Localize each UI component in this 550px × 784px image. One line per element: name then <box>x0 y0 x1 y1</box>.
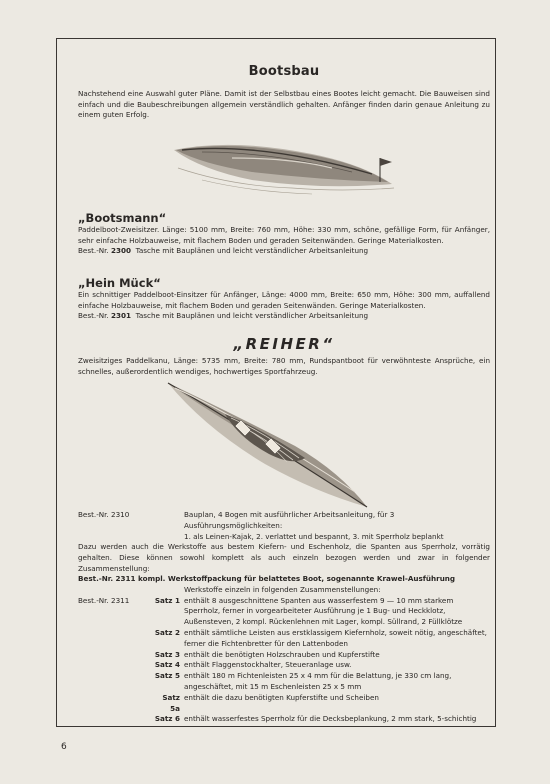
set-description-cell: 1. als Leinen-Kajak, 2. verlattet und bespannt, 3. mit Sperrholz beplankt <box>184 531 444 541</box>
reiher-heading: „REIHER“ <box>233 335 335 353</box>
set-description-cell: enthält sämtliche Leisten aus erstklassigem Kiefernholz, soweit nötig, angeschäftet, ferner die Fichtenbretter für den Lattenboden <box>184 627 487 648</box>
set-label-cell <box>154 510 184 532</box>
set-label-cell: Satz 2 <box>154 627 180 637</box>
reiher-list-row <box>78 650 490 661</box>
order-number-cell <box>78 650 154 661</box>
reiher-order-list <box>78 510 490 725</box>
set-label-cell: Satz 6 <box>154 714 180 724</box>
set-description-cell: enthält 8 ausgeschnittene Spanten aus wasserfestem 9 — 10 mm starkem Sperrholz, ferner in vorgearbeiteter Ausführung je 1 Bug- und Heckklotz, Außensteven, 2 kompl. Rückenlehnen mit Lager, kompl. Süllrand, 2 Füllklötze <box>184 595 463 627</box>
page-number: 6 <box>61 742 67 752</box>
bootsmann-heading: „Bootsmann“ <box>78 211 167 225</box>
reiher-list-row <box>78 585 490 596</box>
reiher-list-row <box>78 660 490 671</box>
order-number-cell <box>78 693 154 715</box>
set-label-cell <box>154 532 184 543</box>
order-number-cell: Best.-Nr. 2311 <box>78 595 130 605</box>
set-description-cell: Werkstoffe einzeln in folgenden Zusammenstellungen: <box>184 584 381 594</box>
reiher-list-row <box>78 693 490 715</box>
canoe-illustration <box>172 128 397 200</box>
reiher-list-row <box>78 714 490 725</box>
reiher-list-paragraph: Best.-Nr. 2311 kompl. Werkstoffpackung für belattetes Boot, sogenannte Krawel-Ausführung <box>78 574 456 584</box>
order-text: Tasche mit Bauplänen und leicht verständlicher Arbeitsanleitung <box>135 246 369 256</box>
reiher-description: Zweisitziges Paddelkanu, Länge: 5735 mm, Breite: 780 mm, Rundspantboot für verwöhnteste Ansprüche, ein schnelles, außerordentlich wendiges, hochwertiges Sportfahrzeug. <box>78 356 490 376</box>
set-description-cell: enthält die benötigten Holzschrauben und Kupferstifte <box>184 649 380 659</box>
hein-mueck-heading: „Hein Mück“ <box>78 276 161 290</box>
kayak-illustration <box>165 380 370 510</box>
set-description-cell: enthält wasserfestes Sperrholz für die Decksbeplankung, 2 mm stark, 5-schichtig <box>184 714 477 724</box>
order-prefix: Best.-Nr. <box>78 246 109 256</box>
order-number: 2300 <box>111 246 132 256</box>
reiher-list-row <box>78 596 490 628</box>
order-number-cell <box>78 671 154 693</box>
intro-paragraph: Nachstehend eine Auswahl guter Pläne. Damit ist der Selbstbau eines Bootes leicht gemacht. Die Bauweisen sind einfach und die Baubeschreibungen allgemein verständlich gehalten. Anfänger finden darin genaue Anleitung zu einem guten Erfolg. <box>78 89 490 120</box>
set-label-cell: Satz 1 <box>154 595 180 605</box>
bootsmann-section <box>78 211 490 257</box>
set-description-cell: enthält die dazu benötigten Kupferstifte und Scheiben <box>184 692 379 702</box>
bootsmann-order-line <box>78 246 490 257</box>
set-description-cell: enthält Flaggenstockhalter, Steueranlage usw. <box>184 660 352 670</box>
page-title: Bootsbau <box>248 64 320 79</box>
set-label-cell: Satz 5 <box>154 671 180 681</box>
set-label-cell: Satz 5a <box>162 692 180 713</box>
reiher-list-row <box>78 628 490 650</box>
order-number-cell <box>78 628 154 650</box>
reiher-list-row <box>78 510 490 532</box>
order-number-cell <box>78 714 154 725</box>
set-label-cell: Satz 4 <box>154 660 180 670</box>
order-number: 2301 <box>111 311 132 321</box>
set-description-cell: Bauplan, 4 Bogen mit ausführlicher Arbeitsanleitung, für 3 Ausführungsmöglichkeiten: <box>184 510 395 530</box>
hein-mueck-order-line <box>78 311 490 322</box>
order-number-cell <box>78 532 154 543</box>
order-text: Tasche mit Bauplänen und leicht verständlicher Arbeitsanleitung <box>135 311 369 321</box>
order-number-cell <box>78 585 154 596</box>
order-number-cell <box>78 660 154 671</box>
order-prefix: Best.-Nr. <box>78 311 109 321</box>
set-label-cell: Satz 3 <box>154 649 180 659</box>
hein-mueck-description: Ein schnittiger Paddelboot-Einsitzer für Anfänger, Länge: 4000 mm, Breite: 650 mm, Höhe: 300 mm, auffallend einfache Holzbauweise, mit flachem Boden und geraden Seitenwänden. Geringe Materialkosten. <box>78 290 490 310</box>
set-description-cell: enthält 180 m Fichtenleisten 25 x 4 mm für die Belattung, je 330 cm lang, angeschäftet, mit 15 m Eschenleisten 25 x 5 mm <box>184 671 452 691</box>
hein-mueck-section <box>78 276 490 322</box>
reiher-list-paragraph: Dazu werden auch die Werkstoffe aus bestem Kiefern- und Eschenholz, die Spanten aus Sperrholz, vorrätig gehalten. Diese können sowohl komplett als auch einzeln bezogen werden und zwar in folgender Zusammenstellung: <box>78 542 490 573</box>
reiher-list-row <box>78 532 490 543</box>
bootsmann-description: Paddelboot-Zweisitzer. Länge: 5100 mm, Breite: 760 mm, Höhe: 330 mm, schöne, gefällige Form, für Anfänger, sehr einfache Holzbauweise, mit flachem Boden und geraden Seitenwänden. Geringe Materialkosten. <box>78 225 490 245</box>
reiher-list-row <box>78 671 490 693</box>
order-number-cell: Best.-Nr. 2310 <box>78 510 130 519</box>
set-label-cell <box>154 585 184 596</box>
